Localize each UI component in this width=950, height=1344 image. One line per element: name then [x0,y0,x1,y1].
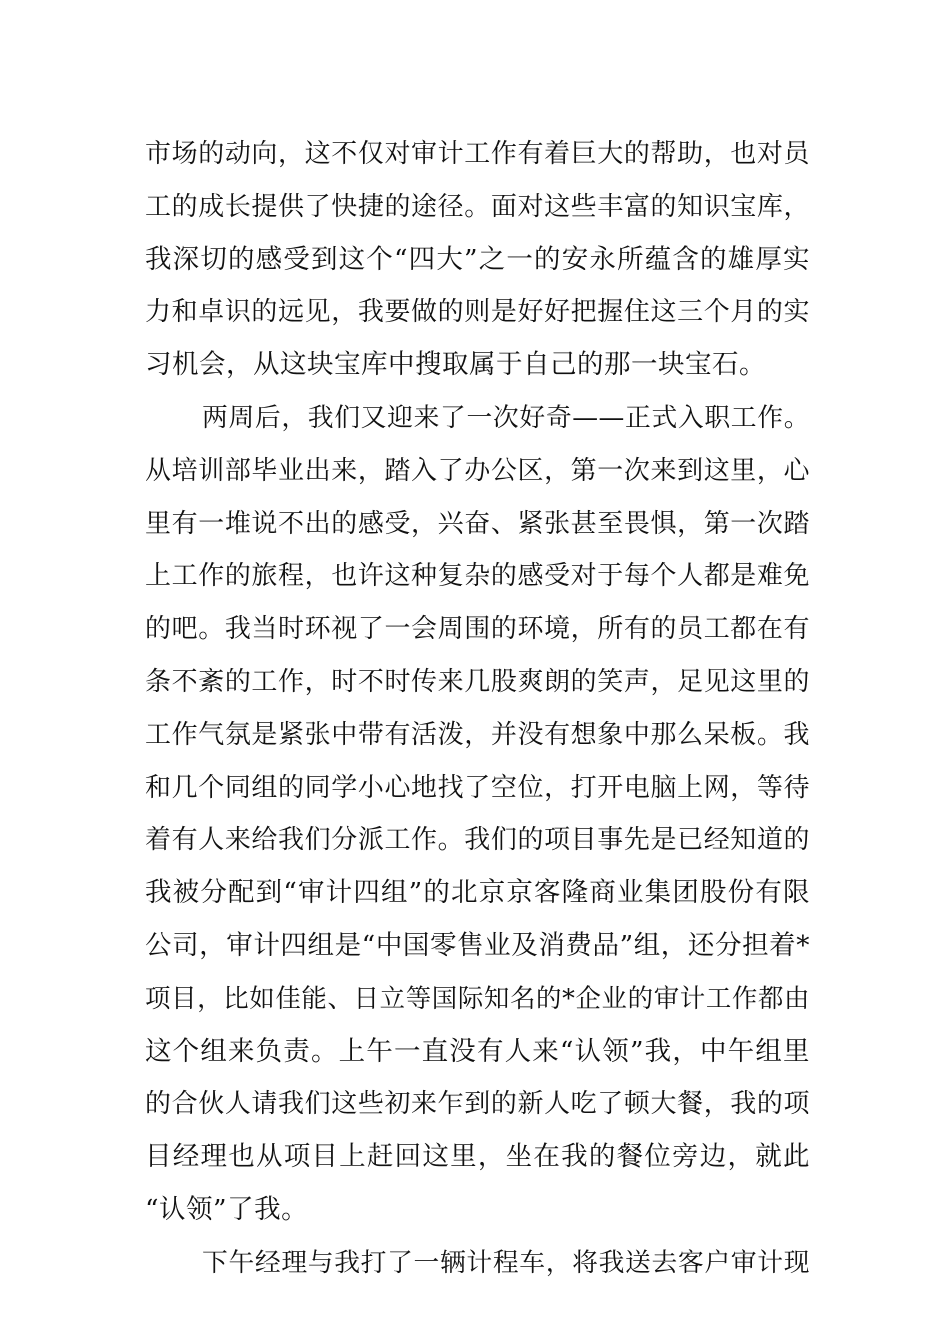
text-line: 习机会，从这块宝库中搜取属于自己的那一块宝石。 [145,349,766,381]
text-line: 着有人来给我们分派工作。我们的项目事先是已经知道的 [145,825,810,856]
text-line: 和几个同组的同学小心地找了空位，打开电脑上网，等待 [145,772,810,803]
text-line: 公司，审计四组是“中国零售业及消费品”组，还分担着* [145,929,810,961]
text-line: 下午经理与我打了一辆计程车，将我送去客户审计现 [202,1247,810,1278]
text-line: 我深切的感受到这个“四大”之一的安永所蕴含的雄厚实 [145,243,810,275]
body-text [145,128,810,1290]
text-line: 条不紊的工作，时不时传来几股爽朗的笑声，足见这里的 [145,666,810,697]
text-line: 目经理也从项目上赶回这里，坐在我的餐位旁边，就此 [145,1141,810,1173]
text-line: 里有一堆说不出的感受，兴奋、紧张甚至畏惧，第一次踏 [145,508,810,539]
text-line: 这个组来负责。上午一直没有人来“认领”我，中午组里 [145,1035,810,1067]
text-line: 的吧。我当时环视了一会周围的环境，所有的员工都在有 [145,614,810,645]
text-line: 项目，比如佳能、日立等国际知名的*企业的审计工作都由 [145,983,810,1014]
text-line: 上工作的旅程，也许这种复杂的感受对于每个人都是难免 [145,561,810,592]
text-line: 市场的动向，这不仅对审计工作有着巨大的帮助，也对员 [145,139,810,169]
text-line: 两周后，我们又迎来了一次好奇——正式入职工作。 [202,402,810,433]
text-line: 力和卓识的远见，我要做的则是好好把握住这三个月的实 [145,297,810,328]
text-line: “认领”了我。 [145,1193,309,1225]
text-line: 从培训部毕业出来，踏入了办公区，第一次来到这里，心 [145,455,810,486]
text-line: 工的成长提供了快捷的途径。面对这些丰富的知识宝库， [145,191,810,222]
text-line: 我被分配到“审计四组”的北京京客隆商业集团股份有限 [145,877,810,909]
text-line: 的合伙人请我们这些初来乍到的新人吃了顿大餐，我的项 [145,1089,810,1120]
text-line: 工作气氛是紧张中带有活泼，并没有想象中那么呆板。我 [145,719,810,750]
